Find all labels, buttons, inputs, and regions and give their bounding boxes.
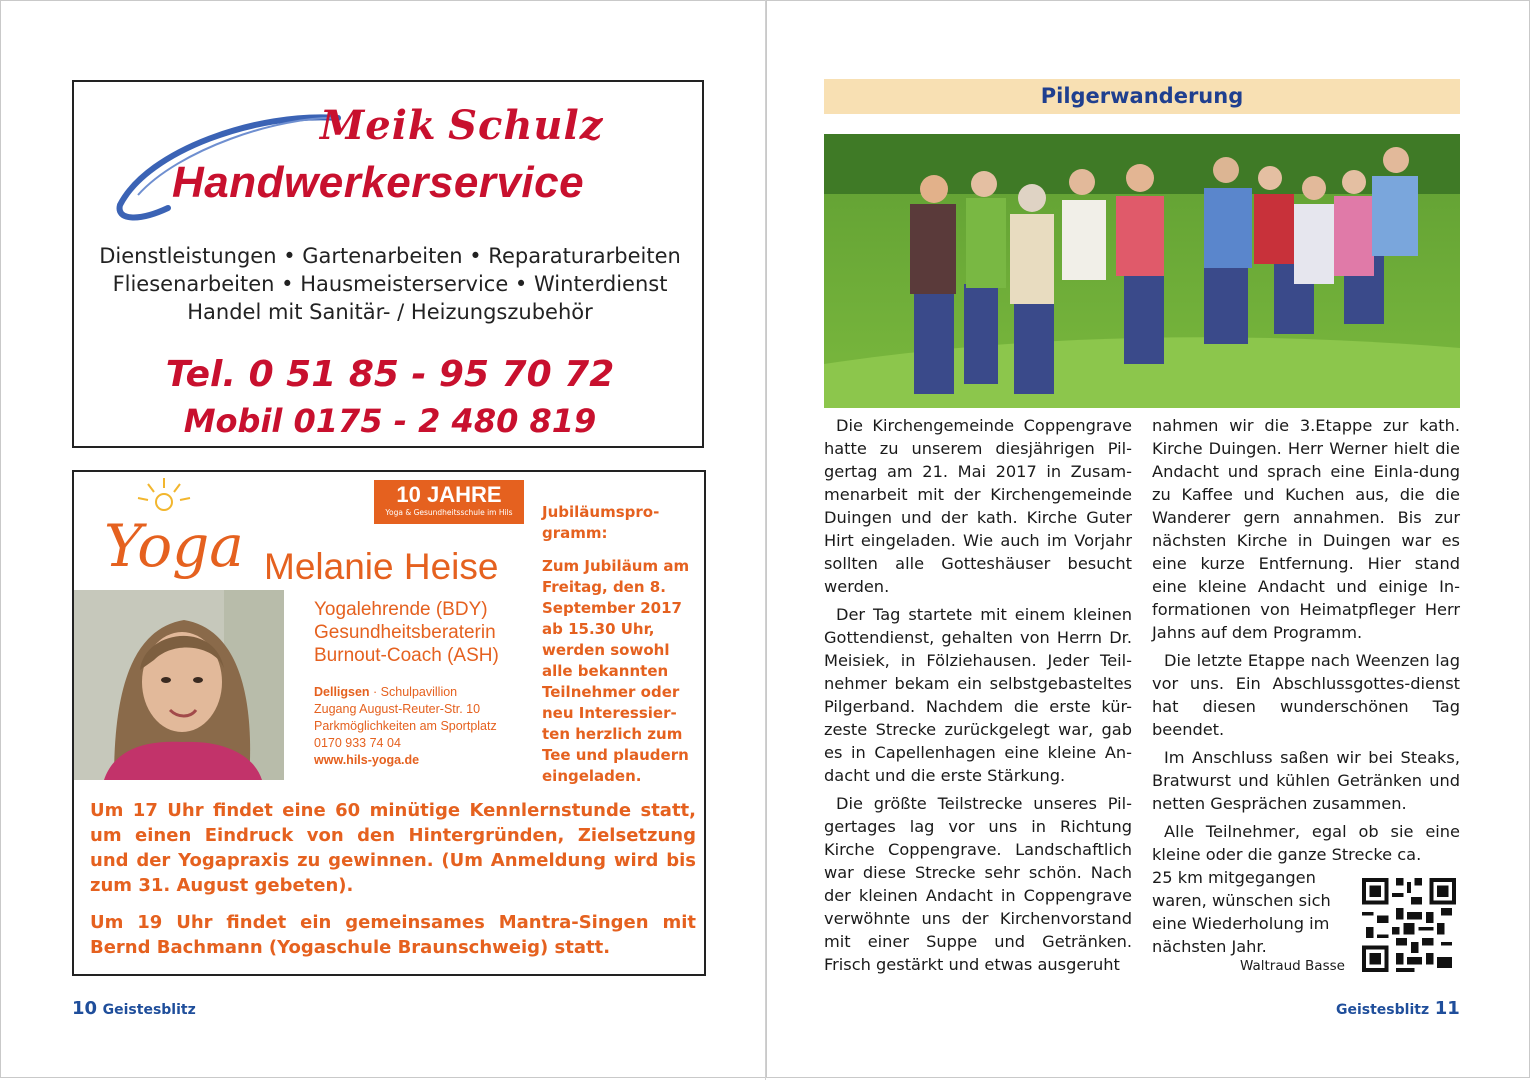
badge-subtitle: Yoga & Gesundheitsschule im Hils [385,508,513,517]
services-line-1: Dienstleistungen • Gartenarbeiten • Reparaturarbeiten [99,244,681,268]
col2-paragraph-2: Die letzte Etappe nach Weenzen lag vor uns. Ein Abschlussgottes-dienst hat diesen wunderschönen Tag beendet. [1152,651,1460,739]
services-line-2: Fliesenarbeiten • Hausmeisterservice • Winterdienst [112,272,668,296]
closing-line-1: 25 km mitgegangen [1152,868,1316,887]
yoga-ad [72,470,706,976]
address-city: Delligsen [314,685,370,699]
page-fold [765,0,766,1080]
yoga-logo-text: Yoga [104,512,244,580]
col1-paragraph-2: Der Tag startete mit einem kleinen Gottendienst, gehalten von Herrn Dr. Meisiek, in Fölziehausen. Jeder Teil-nehmer bekam ein selbstgebasteltes Pilgerband. Nachdem die erste kür-zeste Strecke zurückgelegt war, gab es in Capellenhagen eine kleine An-dacht und die erste Stärkung. [824,605,1132,785]
col2-paragraph-1: nahmen wir die 3.Etappe zur kath. Kirche Duingen. Herr Werner hielt die Andacht und sprach eine Einla-dung zu Kaffee und Kuchen aus, die die Wanderer gern annahmen. Bis zur nächsten Kirche in Duingen war es eine kurze Entfernung. Hier stand eine kleine Andacht und einige In-formationen von Heimatpfleger Herr Jahns auf dem Programm. [1152,416,1460,642]
page-number: 10 [72,998,98,1019]
pilgrim-group-photo [824,134,1460,408]
handwerker-ad [72,80,704,448]
qualification-1: Yogalehrende (BDY) [314,599,488,620]
col1-paragraph-3: Die größte Teilstrecke unseres Pil-gertages lag vor uns in Richtung Kirche Coppengrave. Landschaftlich war diese Strecke sehr schön. Nach der kleinen Andacht in Coppengrave verwöhnte uns der Kirchenvorstand mit einer Suppe und Getränken. Frisch gestärkt und etwas ausgeruht [824,794,1132,974]
col2-paragraph-3: Im Anschluss saßen wir bei Steaks, Bratwurst und kühlen Getränken und netten Gesprächen zusammen. [1152,748,1460,813]
paragraph-mantra: Um 19 Uhr findet ein gemeinsames Mantra-Singen mit Bernd Bachmann (Yogaschule Braunschweig) statt. [90,912,696,958]
col2-paragraph-4: Alle Teilnehmer, egal ob sie eine kleine oder die ganze Strecke ca. [1152,822,1460,864]
qualification-3: Burnout-Coach (ASH) [314,645,499,666]
jubilee-box [542,502,702,787]
mobile-phone: Mobil 0175 - 2 480 819 [183,402,597,440]
owner-last-name: Schulz [448,102,604,149]
publication-name: Geistesblitz [1336,1002,1430,1018]
jubilee-heading: Jubiläumspro-gramm: [542,503,660,542]
page-number: 11 [1434,998,1460,1019]
services-line-3: Handel mit Sanitär- / Heizungszubehör [187,300,593,324]
closing-line-4: nächsten Jahr. [1152,937,1267,956]
telephone: Tel. 0 51 85 - 95 70 72 [165,354,615,395]
address-place: · Schulpavillion [369,685,458,699]
teacher-name: Melanie Heise [264,546,499,587]
anniversary-badge [374,480,524,524]
website-link[interactable]: www.hils-yoga.de [314,753,420,767]
owner-first-name: Meik [320,102,437,149]
jubilee-text: Zum Jubiläum am Freitag, den 8. September 2017 ab 15.30 Uhr, werden sowohl alle bekannten Teilnehmer oder neu Interessier-ten herzlich zum Tee und plaudern eingeladen. [542,557,690,785]
closing-line-3: eine Wiederholung im [1152,914,1330,933]
left-folio [72,998,196,1019]
article-column-1 [824,414,1132,981]
qualifications [314,598,499,667]
portrait-photo [74,590,284,780]
col2-paragraph-4-wrap [1152,866,1352,958]
article-title: Pilgerwanderung [824,79,1460,114]
qualification-2: Gesundheitsberaterin [314,622,496,643]
right-folio [1336,998,1460,1019]
paragraph-kennlernstunde: Um 17 Uhr findet eine 60 minütige Kennlernstunde statt, um einen Eindruck von den Hintergründen, Zielsetzung und der Yogapraxis zu gewinnen. (Um Anmeldung wird bis zum 31. August gebeten). [90,800,696,896]
article-column-2 [1152,414,1460,958]
address-block [314,684,497,769]
address-line-2: Parkmöglichkeiten am Sportplatz [314,719,497,733]
address-line-1: Zugang August-Reuter-Str. 10 [314,702,481,716]
col1-paragraph-1: Die Kirchengemeinde Coppengrave hatte zu unserem diesjährigen Pil-gertag am 21. Mai 2017 in Zusam-menarbeit mit der Kirchengemeinde Duingen und der kath. Kirche Guter Hirt eingeladen. Wie auch im Vorjahr sollten alle Gotteshäuser besucht werden. [824,416,1132,596]
closing-line-2: waren, wünschen sich [1152,891,1331,910]
brand-name: Handwerkerservice [172,158,585,207]
author-signature: Waltraud Basse [1240,958,1345,974]
badge-title: 10 JAHRE [396,482,502,507]
qr-code-icon[interactable] [1362,878,1456,972]
phone-number: 0170 933 74 04 [314,736,401,750]
publication-name: Geistesblitz [102,1002,196,1018]
owner-name [320,102,603,149]
